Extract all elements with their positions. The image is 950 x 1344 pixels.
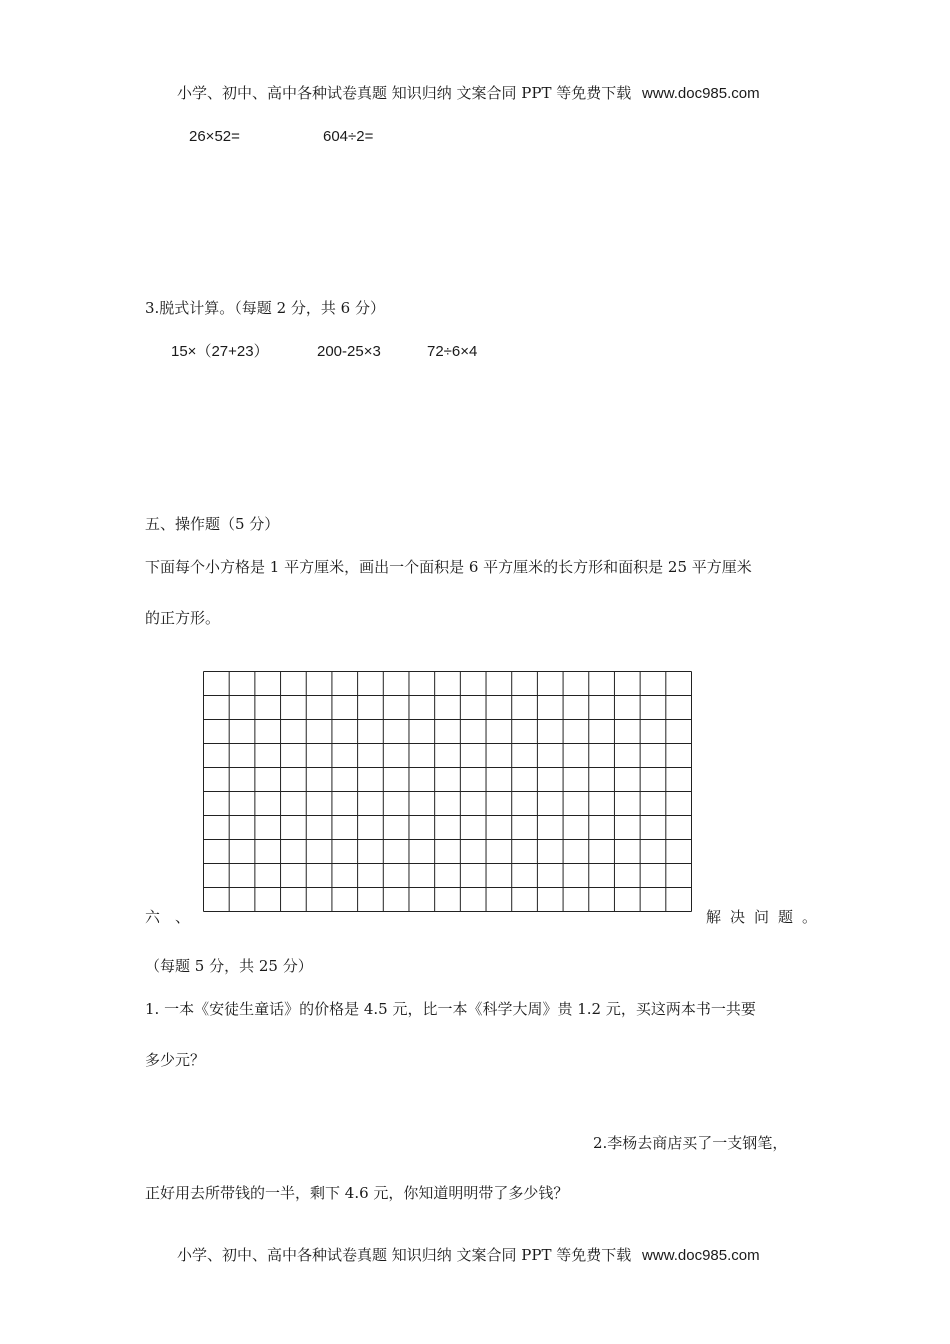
header-text: 小学、初中、高中各种试卷真题 知识归纳 文案合同 PPT 等免费下载 [177, 84, 632, 102]
footer-url: www.doc985.com [642, 1247, 760, 1264]
section-6-subtitle: （每题 5 分，共 25 分） [145, 957, 313, 975]
question-2-line-2: 正好用去所带钱的一半，剩下 4.6 元，你知道明明带了多少钱？ [145, 1184, 569, 1202]
header-url: www.doc985.com [642, 85, 760, 102]
section-5-title: 五、操作题（5 分） [145, 515, 280, 533]
grid-lines [203, 671, 692, 912]
question-2-line-1: 2.李杨去商店买了一支钢笔， [593, 1134, 788, 1152]
section-6-title-left: 六 、 [145, 908, 191, 926]
section-3-title: 3.脱式计算。（每题 2 分，共 6 分） [145, 299, 385, 317]
calc-problem-1: 26×52= [189, 128, 240, 145]
section-3-problem-3: 72÷6×4 [427, 343, 478, 360]
section-3-problem-2: 200-25×3 [317, 343, 381, 360]
section-3-problem-1: 15×（27+23） [171, 343, 269, 360]
calc-problem-2: 604÷2= [323, 128, 374, 145]
footer-text: 小学、初中、高中各种试卷真题 知识归纳 文案合同 PPT 等免费下载 [177, 1246, 632, 1264]
question-1-line-2: 多少元？ [145, 1051, 206, 1069]
page-footer [177, 1245, 760, 1266]
section-5-instruction-line-1: 下面每个小方格是 1 平方厘米，画出一个面积是 6 平方厘米的长方形和面积是 25 平方厘米 [145, 558, 752, 576]
square-grid[interactable] [203, 671, 692, 912]
section-5-instruction-line-2: 的正方形。 [145, 609, 221, 627]
section-6-title-right: 解决问题。 [706, 908, 827, 926]
question-1-line-1: 1. 一本《安徒生童话》的价格是 4.5 元，比一本《科学大周》贵 1.2 元，买这两本书一共要 [145, 1000, 756, 1018]
page-header [177, 83, 760, 104]
